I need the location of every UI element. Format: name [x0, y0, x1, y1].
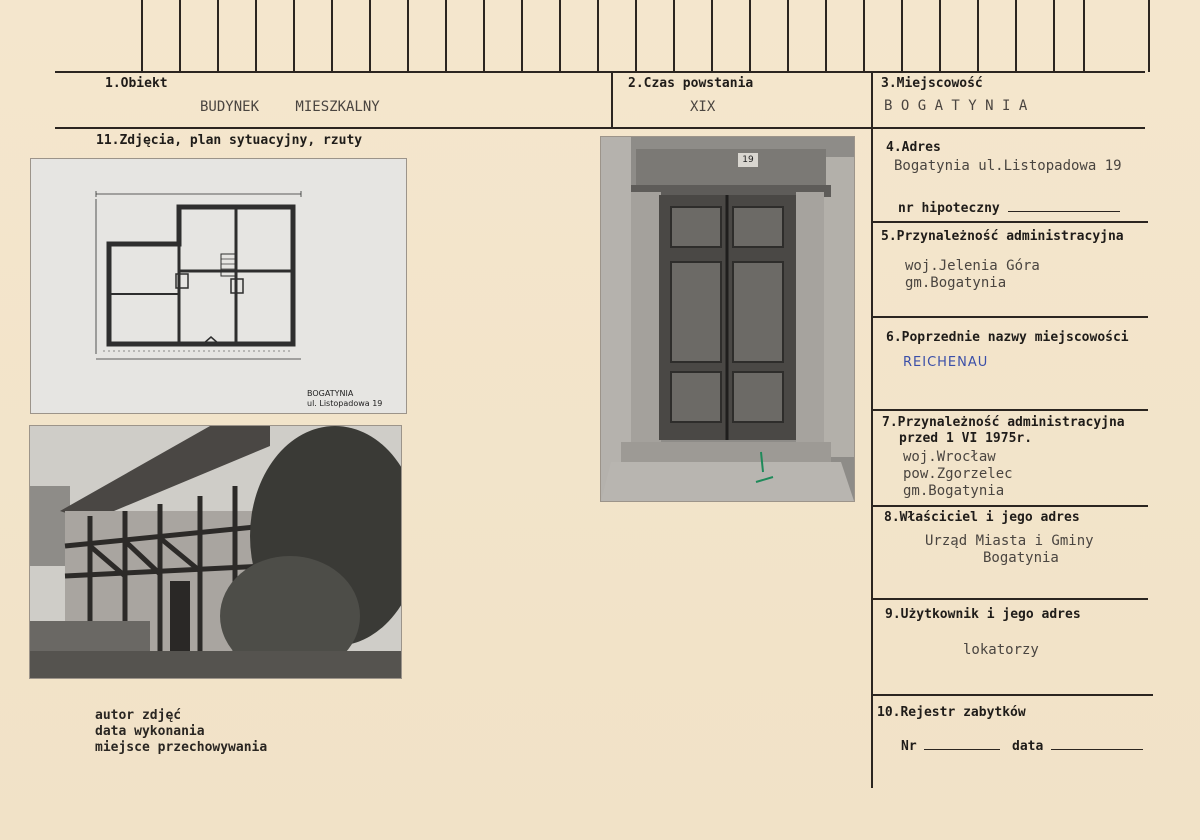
plan-caption-2: ul. Listopadowa 19 — [307, 399, 383, 408]
rule-wlasciciel — [873, 598, 1148, 600]
adres-label: 4.Adres — [886, 140, 941, 155]
obiekt-value: BUDYNEK MIESZKALNY — [200, 99, 380, 115]
door-number: 19 — [738, 153, 758, 167]
przynaleznosc-line2: gm.Bogatynia — [905, 275, 1007, 291]
house-photo-drawing — [30, 426, 401, 678]
uzytkownik-label: 9.Użytkownik i jego adres — [885, 607, 1081, 622]
przed-line3: gm.Bogatynia — [903, 483, 1005, 499]
rejestr-data: data — [1012, 737, 1143, 754]
rejestr-nr: Nr — [901, 737, 1000, 754]
rule-poprzednie — [873, 409, 1148, 411]
footer-autor: autor zdjęć — [95, 708, 182, 723]
rejestr-label: 10.Rejestr zabytków — [877, 705, 1026, 720]
door-photo — [600, 136, 855, 502]
przynaleznosc-label: 5.Przynależność administracyjna — [881, 229, 1124, 244]
obiekt-label: 1.Obiekt — [105, 76, 168, 91]
zdjecia-label: 11.Zdjęcia, plan sytuacyjny, rzuty — [96, 133, 363, 148]
poprzednie-label: 6.Poprzednie nazwy miejscowości — [886, 330, 1129, 345]
rule-przynal — [873, 316, 1148, 318]
miejscowosc-label: 3.Miejscowość — [881, 76, 983, 91]
wlasciciel-line2: Bogatynia — [983, 550, 1059, 566]
rule-col-czas — [611, 71, 613, 129]
floor-plan-photo — [30, 158, 407, 414]
rule-uzytkownik — [873, 694, 1153, 696]
wlasciciel-label: 8.Właściciel i jego adres — [884, 510, 1080, 525]
rule-top — [55, 71, 1145, 73]
floor-plan-drawing — [31, 159, 406, 413]
wlasciciel-line1: Urząd Miasta i Gminy — [925, 533, 1094, 549]
czas-label: 2.Czas powstania — [628, 76, 754, 91]
door-photo-drawing — [601, 137, 854, 501]
przed-line2: pow.Zgorzelec — [903, 466, 1013, 482]
przed-label-2: przed 1 VI 1975r. — [899, 431, 1033, 446]
house-photo — [29, 425, 402, 679]
poprzednie-value: REICHENAU — [903, 355, 989, 370]
przed-label-1: 7.Przynależność administracyjna — [882, 415, 1125, 430]
hipoteczny-blank — [1008, 199, 1120, 212]
uzytkownik-value: lokatorzy — [963, 642, 1039, 658]
rule-przed — [873, 505, 1148, 507]
rejestr-nr-blank — [924, 737, 1000, 750]
przed-line1: woj.Wrocław — [903, 449, 996, 465]
footer-miejsce: miejsce przechowywania — [95, 740, 268, 755]
rule-adres — [873, 221, 1148, 223]
footer-data: data wykonania — [95, 724, 205, 739]
adres-value: Bogatynia ul.Listopadowa 19 — [894, 158, 1122, 174]
przynaleznosc-line1: woj.Jelenia Góra — [905, 258, 1040, 274]
czas-value: XIX — [690, 99, 716, 115]
hipoteczny-label: nr hipoteczny — [898, 199, 1120, 216]
rule-row1 — [55, 127, 1145, 129]
miejscowosc-value: B O G A T Y N I A — [884, 98, 1028, 114]
rejestr-data-blank — [1051, 737, 1143, 750]
plan-caption-1: BOGATYNIA — [307, 389, 354, 398]
rule-col-right — [871, 71, 873, 788]
